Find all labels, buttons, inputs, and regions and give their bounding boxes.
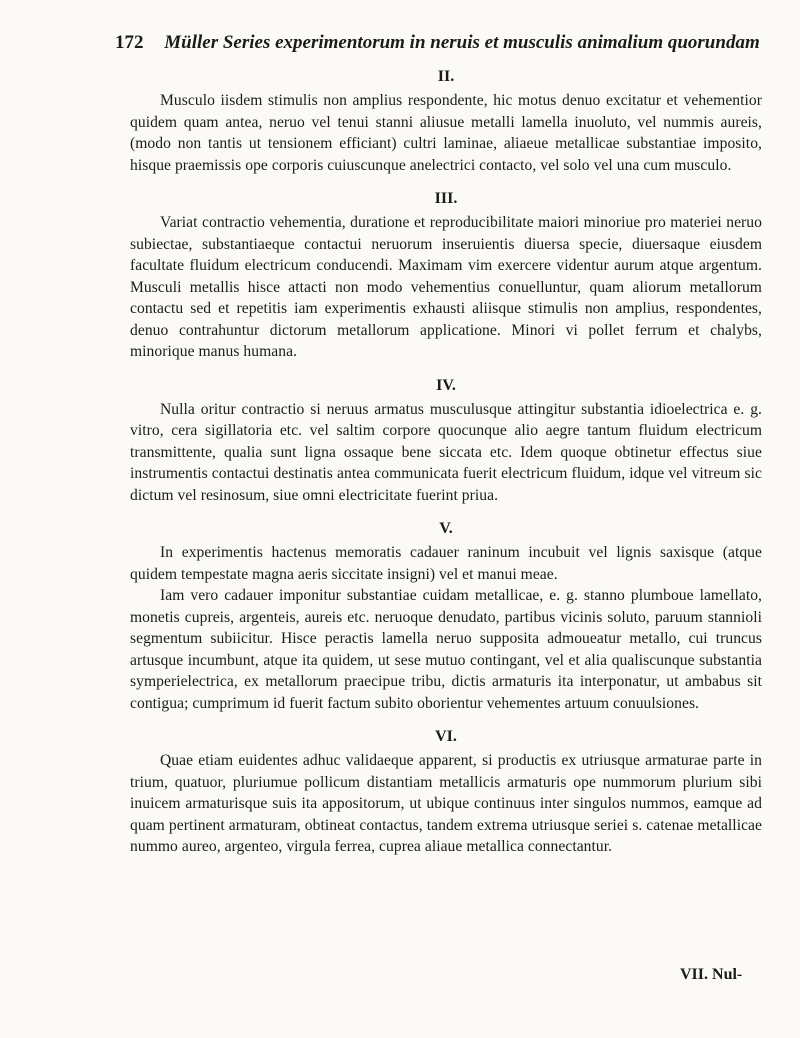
section-vi: [130, 726, 762, 858]
running-header: [115, 32, 760, 58]
running-title: Müller Series experimentorum in neruis et musculis animalium quorundam: [164, 32, 760, 53]
section-v: [130, 518, 762, 714]
paragraph: Quae etiam euidentes adhuc validaeque apparent, si productis ex utriusque armaturae parte in trium, quatuor, pluriumue pollicum distantiam metallicis armaturis ope nummorum plurium sibi inuicem armaturisque suis ita appositorum, ut ubique continuus inter singulos nummos, eamque ad quam pertinent armaturam, obtineat contactus, tandem extrema utriusque seriei s. catenae metallicae nummo aureo, argenteo, virgula ferrea, cuprea aliaue metallica connectantur.: [130, 752, 762, 855]
paragraph: Nulla oritur contractio si neruus armatus musculusque attingitur substantia idioelectrica e. g. vitro, cera sigillatoria etc. vel saltim corpore quocunque alio aegre tantum fluidum electricum transmittente, qualia sunt ligna ossaque bene siccata etc. Idem quoque obtinetur effectus siue instrumentis contactui destinatis antea communicata fuerit electricum fluidum, idque vel vitreum sic dictum vel resinosum, siue omni electricitate fuerint priua.: [130, 400, 762, 504]
section-heading: III.: [434, 190, 458, 207]
section-ii: [130, 66, 762, 176]
body-text: [130, 64, 762, 858]
section-heading: VI.: [435, 728, 457, 745]
paragraph: Iam vero cadauer imponitur substantiae cuidam metallicae, e. g. stanno plumboue lamellato, monetis cupreis, argenteis, aureis etc. neruoque denudato, partibus vicinis soluto, paruum stannioli segmentum subiicitur. Hisce peractis lamella neruo supposita admoueatur metallo, cui truncus artusque incumbunt, atque ita quidem, ut sese mutuo contingant, vel et alia qualiscunque substantia symperielectrica, ex metallorum praecipue tribu, dictis armaturis ita interponatur, ut ambabus sit contigua; cumprimum id fuerit factum subito oborientur vehementes artuum conuulsiones.: [130, 587, 762, 712]
catchword: VII. Nul-: [680, 966, 743, 983]
paragraph: In experimentis hactenus memoratis cadauer raninum incubuit vel lignis saxisque (atque quidem tempestate magna aeris siccitate insigni) vel et manui meae.: [130, 544, 762, 583]
paragraph: Musculo iisdem stimulis non amplius respondente, hic motus denuo excitatur et vehementior quidem quam antea, neruo vel tenui stanni aliusue metalli lamella inuoluto, vel nummis aureis, (modo non tantis ut tensionem efficiant) cultri laminae, aliaeue metallicae substantiae imposito, hisque praemissis ope corporis cuiuscunque anelectrici contacto, vel solo vel una cum musculo.: [130, 92, 762, 174]
section-heading: IV.: [436, 376, 456, 394]
section-heading: V.: [439, 520, 453, 537]
section-iv: [130, 375, 762, 507]
section-heading: II.: [437, 68, 455, 85]
page-number: 172: [115, 32, 144, 53]
paragraph: Variat contractio vehementia, duratione et reproducibilitate maiori minoriue pro materiei neruo subiectae, substantiaeque contactui neruorum inseruientis diuersa specie, diuersaque eiusdem facultate fluidum electricum conducendi. Maximam vim exercere videntur aurum atque argentum. Musculi metallis hisce attacti non modo vehementius conuelluntur, quam aliorum metallorum contactu sed et repetitis iam experimentis exhausti aliisque stimulis non amplius, respondentes, denuo contrahuntur dictorum metallorum applicatione. Minori vi pollet ferrum et chalybs, minorique manus humana.: [130, 214, 762, 360]
section-iii: [130, 188, 762, 363]
